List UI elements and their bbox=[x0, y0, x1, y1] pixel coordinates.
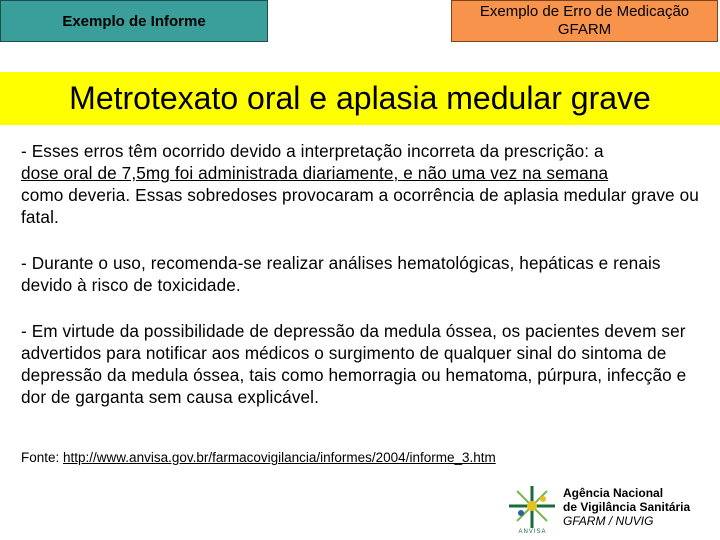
body-text bbox=[21, 140, 701, 432]
header-right-label-line2: GFARM bbox=[557, 21, 612, 38]
paragraph-2: - Durante o uso, recomenda-se realizar análises hematológicas, hepáticas e renais devido à risco de toxicidade. bbox=[21, 253, 661, 295]
paragraph-1-rest: como deveria. Essas sobredoses provocaram a ocorrência de aplasia medular grave ou fatal. bbox=[21, 185, 699, 227]
anvisa-cross-icon bbox=[505, 483, 560, 531]
source-link[interactable]: http://www.anvisa.gov.br/farmacovigilancia/informes/2004/informe_3.htm bbox=[63, 450, 496, 465]
agency-name-line1: Agência Nacional bbox=[563, 486, 664, 500]
paragraph-1-line1: - Esses erros têm ocorrido devido a interpretação incorreta da prescrição: a bbox=[21, 141, 604, 161]
page-title-bar bbox=[0, 72, 720, 125]
header-left-tag bbox=[0, 0, 268, 42]
header-right-tag bbox=[451, 0, 718, 42]
paragraph-3: - Em virtude da possibilidade de depressão da medula óssea, os pacientes devem ser advertidos para notificar aos médicos o surgimento de qualquer sinal do sintoma de depressão da medula óssea, tais como hemorragia ou hematoma, púrpura, infecção e dor de garganta sem causa explicável. bbox=[21, 321, 687, 407]
source-citation bbox=[21, 450, 496, 465]
page-title: Metrotexato oral e aplasia medular grave bbox=[69, 80, 651, 116]
anvisa-logo-text: ANVISA bbox=[518, 529, 547, 535]
header-right-label-line1: Exemplo de Erro de Medicação bbox=[479, 3, 690, 20]
agency-name-line2: de Vigilância Sanitária bbox=[563, 500, 691, 514]
anvisa-logo bbox=[505, 483, 560, 538]
source-label: Fonte: bbox=[21, 450, 64, 465]
agency-block bbox=[563, 486, 690, 528]
agency-unit: GFARM / NUVIG bbox=[563, 514, 654, 528]
paragraph-1 bbox=[21, 140, 701, 228]
header-left-label: Exemplo de Informe bbox=[62, 12, 206, 30]
paragraph-1-underlined: dose oral de 7,5mg foi administrada diariamente, e não uma vez na semana bbox=[21, 163, 609, 183]
